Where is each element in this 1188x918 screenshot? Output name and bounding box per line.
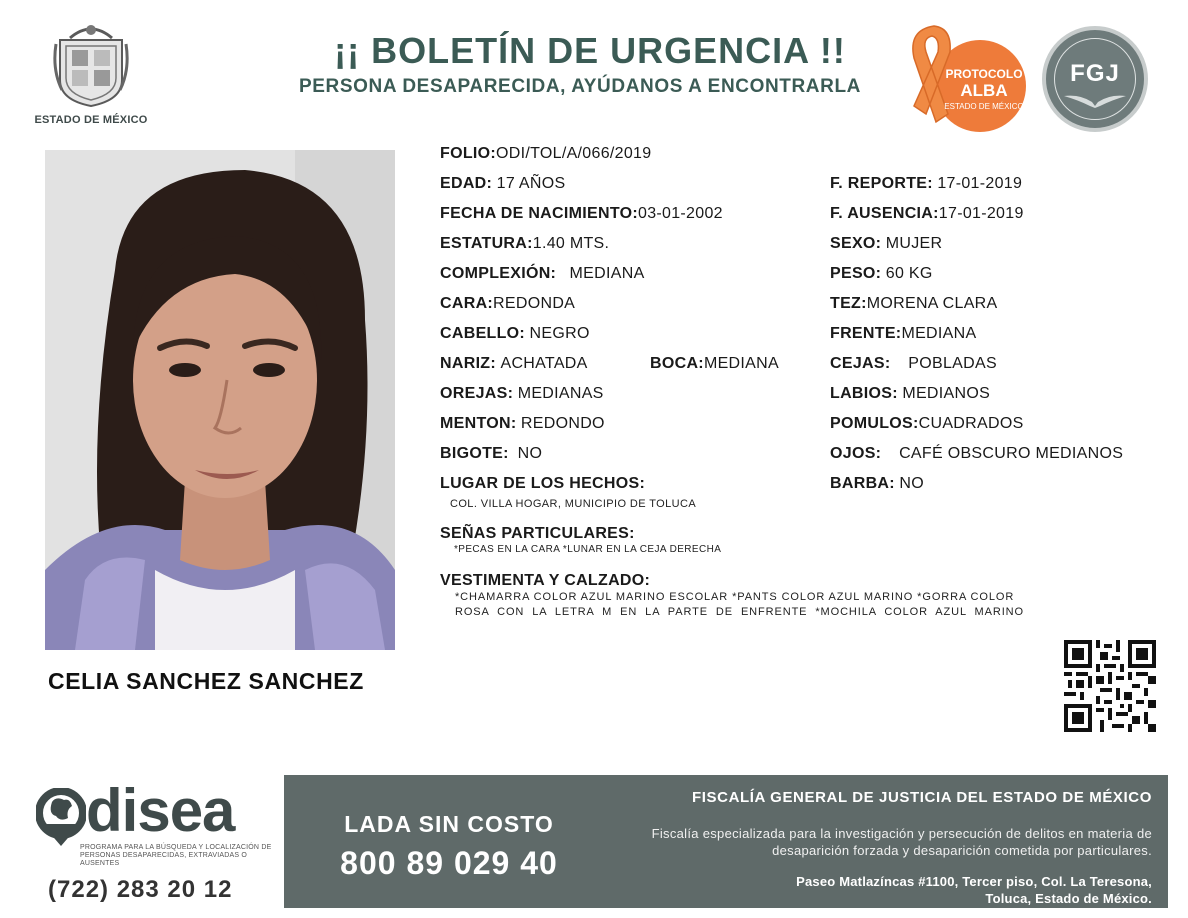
field-estatura [440,235,609,253]
field-cara [440,295,575,313]
field-label: F. AUSENCIA: [830,205,939,222]
field-value: CUADRADOS [918,415,1024,432]
field-label: FOLIO: [440,145,497,162]
field-orejas [440,385,604,403]
field-label: LABIOS: [830,385,898,402]
field-label: SEXO: [830,235,882,252]
field-edad [440,175,565,193]
crest-label: ESTADO DE MÉXICO [34,114,148,126]
field-label: BOCA: [650,355,704,372]
address-line-1: Paseo Matlazíncas #1100, Tercer piso, Col. La Teresona, [796,874,1152,889]
vestimenta-line-2: ROSA CON LA LETRA M EN LA PARTE DE ENFRENTE *MOCHILA COLOR AZUL MARINO [455,606,1024,618]
qr-code-icon[interactable] [1064,640,1156,732]
fgj-seal [1042,26,1148,132]
field-fecha-reporte [830,175,1022,193]
field-value: REDONDA [493,295,576,312]
field-value: MORENA CLARA [866,295,998,312]
field-label: EDAD: [440,175,493,192]
odisea-phone[interactable]: (722) 283 20 12 [48,876,233,903]
field-cejas [830,355,997,373]
lugar-hechos-text: COL. VILLA HOGAR, MUNICIPIO DE TOLUCA [450,498,697,510]
field-label: TEZ: [830,295,867,312]
fiscalia-description: Fiscalía especializada para la investigación y persecución de delitos en materia de desaparición forzada y desaparición cometida por particulares. [651,826,1152,858]
field-label: F. REPORTE: [830,175,933,192]
field-value: 17-01-2019 [938,205,1024,222]
field-label: CARA: [440,295,494,312]
odisea-pin-icon [36,788,86,848]
field-barba [830,475,924,493]
field-value: ODI/TOL/A/066/2019 [496,145,652,162]
alba-line1: PROTOCOLO [945,67,1023,81]
lada-sin-costo-label: LADA SIN COSTO [344,811,554,837]
field-fecha-ausencia [830,205,1024,223]
field-value: MEDIANA [703,355,779,372]
field-tez [830,295,998,313]
field-sexo [830,235,942,253]
protocolo-alba-logo [900,22,1030,134]
field-label: FRENTE: [830,325,902,342]
field-value: MEDIANA [901,325,977,342]
person-name: CELIA SANCHEZ SANCHEZ [48,668,364,694]
field-ojos [830,445,1123,463]
field-value: 60 KG [885,265,933,282]
field-label: CEJAS: [830,355,891,372]
field-menton [440,415,605,433]
field-value: 17-01-2019 [937,175,1023,192]
senas-particulares-title: SEÑAS PARTICULARES: [440,525,635,542]
field-label: OJOS: [830,445,882,462]
field-value: POBLADAS [908,355,997,372]
odisea-wordmark: disea [86,777,235,844]
field-value: MEDIANOS [902,385,991,402]
field-cabello [440,325,590,343]
field-nariz [440,355,588,373]
field-bigote [440,445,542,463]
alba-line3: ESTADO DE MÉXICO [944,102,1024,111]
senas-particulares-text: *PECAS EN LA CARA *LUNAR EN LA CEJA DERECHA [454,544,722,555]
field-label: NARIZ: [440,355,497,372]
field-peso [830,265,933,283]
field-value: 17 AÑOS [496,175,566,192]
field-value: ACHATADA [500,355,588,372]
field-folio [440,145,651,163]
field-label: BIGOTE: [440,445,509,462]
fiscalia-title: FISCALÍA GENERAL DE JUSTICIA DEL ESTADO DE MÉXICO [692,789,1152,806]
estado-de-mexico-crest-icon [52,20,130,108]
field-label: CABELLO: [440,325,526,342]
missing-person-photo [45,150,395,650]
field-value: NO [899,475,924,492]
field-label: COMPLEXIÓN: [440,265,557,282]
address-line-2: Toluca, Estado de México. [985,891,1152,906]
field-frente [830,325,976,343]
alba-line2: ALBA [960,81,1008,100]
fiscalia-address [592,873,1152,907]
field-labios [830,385,990,403]
field-value: MUJER [885,235,943,252]
lugar-hechos-title: LUGAR DE LOS HECHOS: [440,475,646,492]
field-label: OREJAS: [440,385,514,402]
wings-icon [1064,92,1126,108]
field-label: BARBA: [830,475,895,492]
field-label: MENTON: [440,415,517,432]
field-value: CAFÉ OBSCURO MEDIANOS [899,445,1124,462]
field-complexion [440,265,645,283]
field-value: NO [517,445,543,462]
field-fecha-nacimiento [440,205,723,223]
lada-phone-number[interactable]: 800 89 029 40 [340,845,558,881]
field-boca [650,355,779,373]
vestimenta-title: VESTIMENTA Y CALZADO: [440,572,651,589]
field-value: NEGRO [529,325,590,342]
portrait-illustration [45,150,395,650]
field-label: ESTATURA: [440,235,533,252]
field-value: 03-01-2002 [638,205,723,222]
page-subtitle: PERSONA DESAPARECIDA, AYÚDANOS A ENCONTRARLA [299,76,861,97]
field-value: MEDIANAS [517,385,604,402]
field-value: MEDIANA [569,265,645,282]
vestimenta-line-1: *CHAMARRA COLOR AZUL MARINO ESCOLAR *PANTS COLOR AZUL MARINO *GORRA COLOR [455,591,1015,603]
fgj-label: FGJ [1070,60,1120,87]
field-value: REDONDO [520,415,605,432]
field-pomulos [830,415,1024,433]
field-label: FECHA DE NACIMIENTO: [440,205,638,222]
field-label: POMULOS: [830,415,919,432]
field-value: 1.40 MTS. [532,235,610,252]
page-title: ¡¡ BOLETÍN DE URGENCIA !! [334,30,846,71]
odisea-tagline: PROGRAMA PARA LA BÚSQUEDA Y LOCALIZACIÓN DE PERSONAS DESAPARECIDAS, EXTRAVIADAS O AUSENTES [80,844,272,867]
footer-band [284,775,1168,908]
field-label: PESO: [830,265,882,282]
